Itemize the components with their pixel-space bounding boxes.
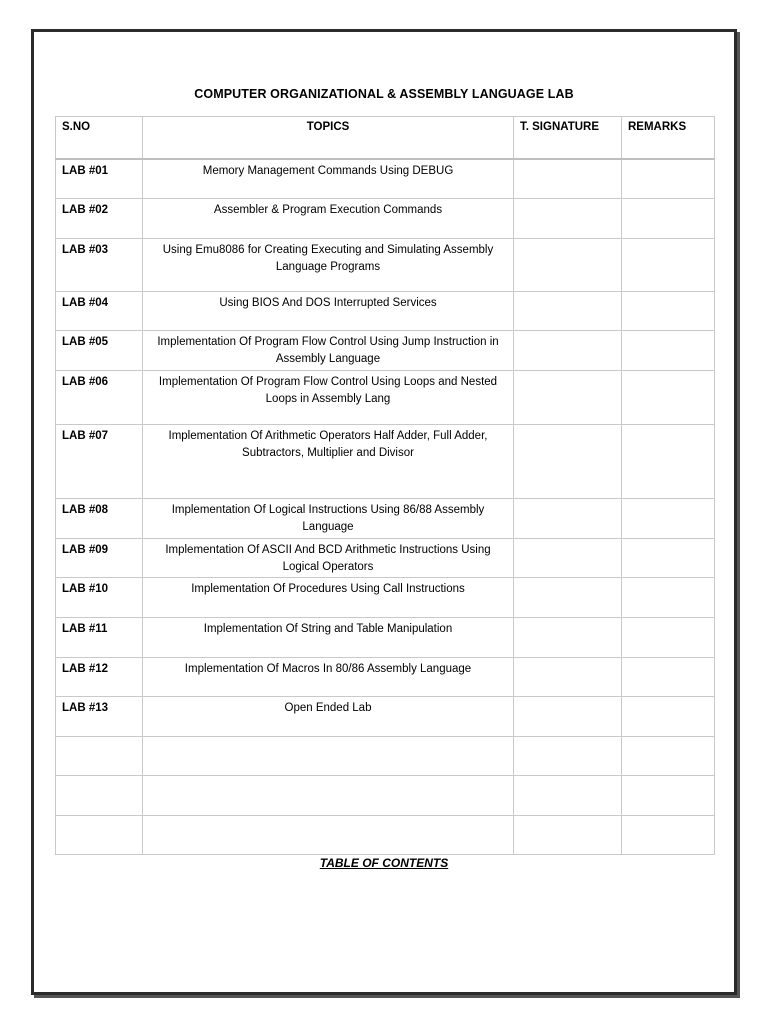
row-topic xyxy=(143,816,514,855)
row-signature-cell xyxy=(514,239,622,292)
row-signature-cell xyxy=(514,371,622,425)
row-topic: Memory Management Commands Using DEBUG xyxy=(143,159,514,199)
table-row xyxy=(56,658,715,697)
table-row xyxy=(56,697,715,737)
row-remarks-cell xyxy=(622,737,715,776)
row-sno: LAB #11 xyxy=(56,618,143,658)
table-row xyxy=(56,239,715,292)
row-signature-cell xyxy=(514,578,622,618)
row-topic: Using BIOS And DOS Interrupted Services xyxy=(143,292,514,331)
document-title: COMPUTER ORGANIZATIONAL & ASSEMBLY LANGUAGE LAB xyxy=(194,87,574,101)
row-sno: LAB #12 xyxy=(56,658,143,697)
table-header-row xyxy=(56,117,715,159)
row-remarks-cell xyxy=(622,816,715,855)
table-row xyxy=(56,737,715,776)
row-remarks-cell xyxy=(622,331,715,371)
row-signature-cell xyxy=(514,199,622,239)
header-sno: S.NO xyxy=(56,117,143,159)
row-signature-cell xyxy=(514,159,622,199)
row-sno: LAB #10 xyxy=(56,578,143,618)
row-sno xyxy=(56,816,143,855)
row-signature-cell xyxy=(514,499,622,539)
row-topic xyxy=(143,776,514,816)
row-signature-cell xyxy=(514,618,622,658)
row-signature-cell xyxy=(514,539,622,578)
table-row xyxy=(56,776,715,816)
table-row xyxy=(56,578,715,618)
row-sno: LAB #06 xyxy=(56,371,143,425)
row-topic: Implementation Of Program Flow Control Using Jump Instruction in Assembly Language xyxy=(143,331,514,371)
row-sno: LAB #08 xyxy=(56,499,143,539)
table-row xyxy=(56,199,715,239)
row-topic: Implementation Of ASCII And BCD Arithmetic Instructions Using Logical Operators xyxy=(143,539,514,578)
row-remarks-cell xyxy=(622,697,715,737)
row-remarks-cell xyxy=(622,578,715,618)
row-sno: LAB #07 xyxy=(56,425,143,499)
row-signature-cell xyxy=(514,425,622,499)
row-sno xyxy=(56,776,143,816)
row-remarks-cell xyxy=(622,371,715,425)
row-topic: Implementation Of Logical Instructions Using 86/88 Assembly Language xyxy=(143,499,514,539)
row-sno: LAB #03 xyxy=(56,239,143,292)
header-signature: T. SIGNATURE xyxy=(514,117,622,159)
row-topic: Implementation Of Procedures Using Call Instructions xyxy=(143,578,514,618)
row-remarks-cell xyxy=(622,539,715,578)
table-of-contents-caption: TABLE OF CONTENTS xyxy=(319,856,449,870)
row-remarks-cell xyxy=(622,239,715,292)
row-sno: LAB #01 xyxy=(56,159,143,199)
row-remarks-cell xyxy=(622,199,715,239)
row-topic: Assembler & Program Execution Commands xyxy=(143,199,514,239)
row-remarks-cell xyxy=(622,159,715,199)
table-row xyxy=(56,816,715,855)
row-remarks-cell xyxy=(622,776,715,816)
row-topic: Using Emu8086 for Creating Executing and Simulating Assembly Language Programs xyxy=(143,239,514,292)
row-remarks-cell xyxy=(622,499,715,539)
table-row xyxy=(56,618,715,658)
row-remarks-cell xyxy=(622,292,715,331)
row-signature-cell xyxy=(514,331,622,371)
row-topic: Implementation Of Macros In 80/86 Assembly Language xyxy=(143,658,514,697)
header-remarks: REMARKS xyxy=(622,117,715,159)
table-row xyxy=(56,539,715,578)
row-topic: Open Ended Lab xyxy=(143,697,514,737)
table-row xyxy=(56,499,715,539)
row-sno: LAB #09 xyxy=(56,539,143,578)
row-sno: LAB #05 xyxy=(56,331,143,371)
row-signature-cell xyxy=(514,697,622,737)
row-topic: Implementation Of String and Table Manipulation xyxy=(143,618,514,658)
row-remarks-cell xyxy=(622,658,715,697)
table-body xyxy=(56,159,715,855)
row-remarks-cell xyxy=(622,425,715,499)
table-row xyxy=(56,331,715,371)
row-sno: LAB #04 xyxy=(56,292,143,331)
row-signature-cell xyxy=(514,658,622,697)
row-remarks-cell xyxy=(622,618,715,658)
row-signature-cell xyxy=(514,737,622,776)
row-signature-cell xyxy=(514,816,622,855)
row-sno xyxy=(56,737,143,776)
row-signature-cell xyxy=(514,776,622,816)
row-topic xyxy=(143,737,514,776)
table-row xyxy=(56,159,715,199)
row-topic: Implementation Of Program Flow Control Using Loops and Nested Loops in Assembly Lang xyxy=(143,371,514,425)
table-of-contents xyxy=(55,116,715,855)
row-sno: LAB #02 xyxy=(56,199,143,239)
table-row xyxy=(56,292,715,331)
table-row xyxy=(56,371,715,425)
header-topics: TOPICS xyxy=(143,117,514,159)
row-signature-cell xyxy=(514,292,622,331)
table-row xyxy=(56,425,715,499)
row-sno: LAB #13 xyxy=(56,697,143,737)
row-topic: Implementation Of Arithmetic Operators Half Adder, Full Adder, Subtractors, Multiplier and Divisor xyxy=(143,425,514,499)
